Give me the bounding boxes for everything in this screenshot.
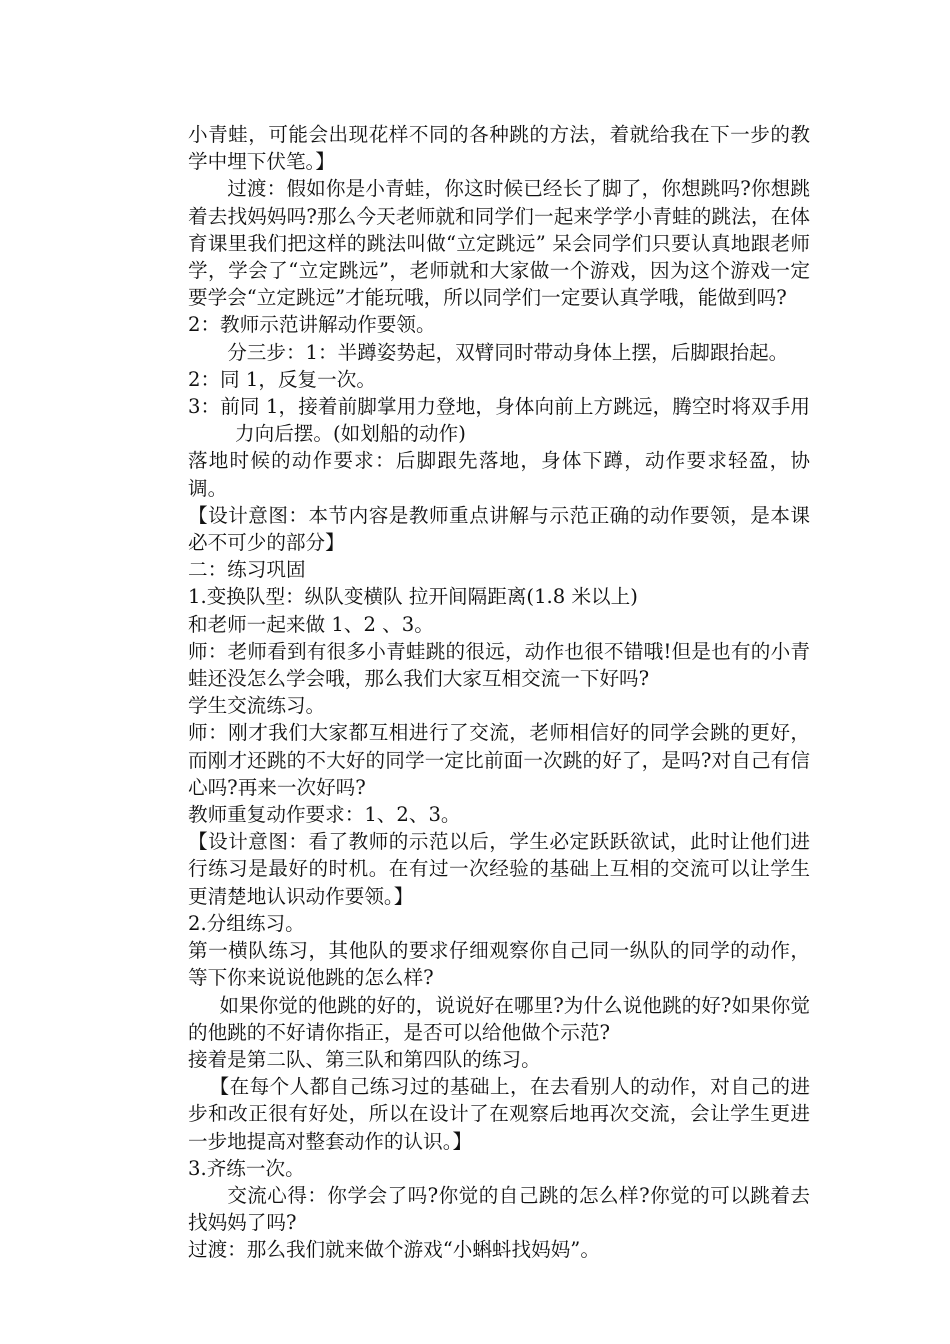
- paragraph-share-experience: 交流心得：你学会了吗?你觉的自己跳的怎么样?你觉的可以跳着去找妈妈了吗?: [188, 1183, 810, 1235]
- paragraph-first-row-practice: 第一横队练习，其他队的要求仔细观察你自己同一纵队的同学的动作，等下你来说说他跳的怎么样?: [188, 939, 810, 990]
- paragraph-three-steps: 分三步：1：半蹲姿势起，双臂同时带动身体上摆，后脚跟抬起。: [227, 340, 789, 364]
- paragraph-design-intent-1: 【设计意图：本节内容是教师重点讲解与示范正确的动作要领，是本课必不可少的部分】: [188, 503, 810, 555]
- paragraph-group-practice: 2.分组练习。: [188, 911, 305, 935]
- document-body: [188, 121, 810, 1264]
- paragraph-landing-requirements: 落地时候的动作要求：后脚跟先落地，身体下蹲，动作要求轻盈，协调。: [188, 449, 810, 500]
- paragraph-practice-together: 3.齐练一次。: [188, 1156, 305, 1180]
- paragraph-step-3: 3：前同 1，接着前脚掌用力登地，身体向前上方跳远，腾空时将双手用力向后摆。(如划船的动作): [188, 395, 810, 446]
- paragraph-other-rows: 接着是第二队、第三队和第四队的练习。: [188, 1047, 541, 1071]
- paragraph-peer-feedback: 如果你觉的他跳的好的，说说好在哪里?为什么说他跳的好?如果你觉的他跳的不好请你指正，是否可以给他做个示范?: [188, 993, 810, 1044]
- paragraph-do-with-teacher: 和老师一起来做 1、2 、3。: [188, 612, 434, 636]
- paragraph-repeat-requirements: 教师重复动作要求：1、2、3。: [188, 803, 461, 827]
- paragraph-student-exchange: 学生交流练习。: [188, 694, 326, 718]
- paragraph-transition-game: 过渡：那么我们就来做个游戏“小蝌蚪找妈妈”。: [188, 1238, 600, 1262]
- paragraph-formation-change: 1.变换队型：纵队变横队 拉开间隔距离(1.8 米以上): [188, 585, 638, 609]
- paragraph-transition-1: 过渡：假如你是小青蛙，你这时候已经长了脚了，你想跳吗?你想跳着去找妈妈吗?那么今天老师就和同学们一起来学学小青蛙的跳法，在体育课里我们把这样的跳法叫做“立定跳远” 呆会同学们只要认真地跟老师学，学会了“立定跳远”，老师就和大家做一个游戏，因为这个游戏一定要学会“立定跳远”才能玩哦，所以同学们一定要认真学哦，能做到吗?: [188, 177, 810, 310]
- paragraph-intro-continuation: 小青蛙，可能会出现花样不同的各种跳的方法，着就给我在下一步的教学中埋下伏笔。】: [188, 123, 810, 174]
- section-heading-practice: 二：练习巩固: [188, 558, 306, 582]
- paragraph-design-intent-3: 【在每个人都自己练习过的基础上，在去看别人的动作，对自己的进步和改正很有好处，所以在设计了在观察后地再次交流，会让学生更进一步地提高对整套动作的认识。】: [188, 1075, 810, 1153]
- paragraph-step-2: 2：同 1，反复一次。: [188, 367, 376, 391]
- paragraph-teacher-remark-1: 师：老师看到有很多小青蛙跳的很远，动作也很不错哦!但是也有的小青蛙还没怎么学会哦，那么我们大家互相交流一下好吗?: [188, 639, 810, 691]
- paragraph-teacher-remark-2: 师：刚才我们大家都互相进行了交流，老师相信好的同学会跳的更好，而刚才还跳的不大好的同学一定比前面一次跳的好了，是吗?对自己有信心吗?再来一次好吗?: [188, 721, 810, 799]
- paragraph-step-2-heading: 2：教师示范讲解动作要领。: [188, 313, 436, 337]
- paragraph-design-intent-2: 【设计意图：看了教师的示范以后，学生必定跃跃欲试，此时让他们进行练习是最好的时机。在有过一次经验的基础上互相的交流可以让学生更清楚地认识动作要领。】: [188, 830, 810, 908]
